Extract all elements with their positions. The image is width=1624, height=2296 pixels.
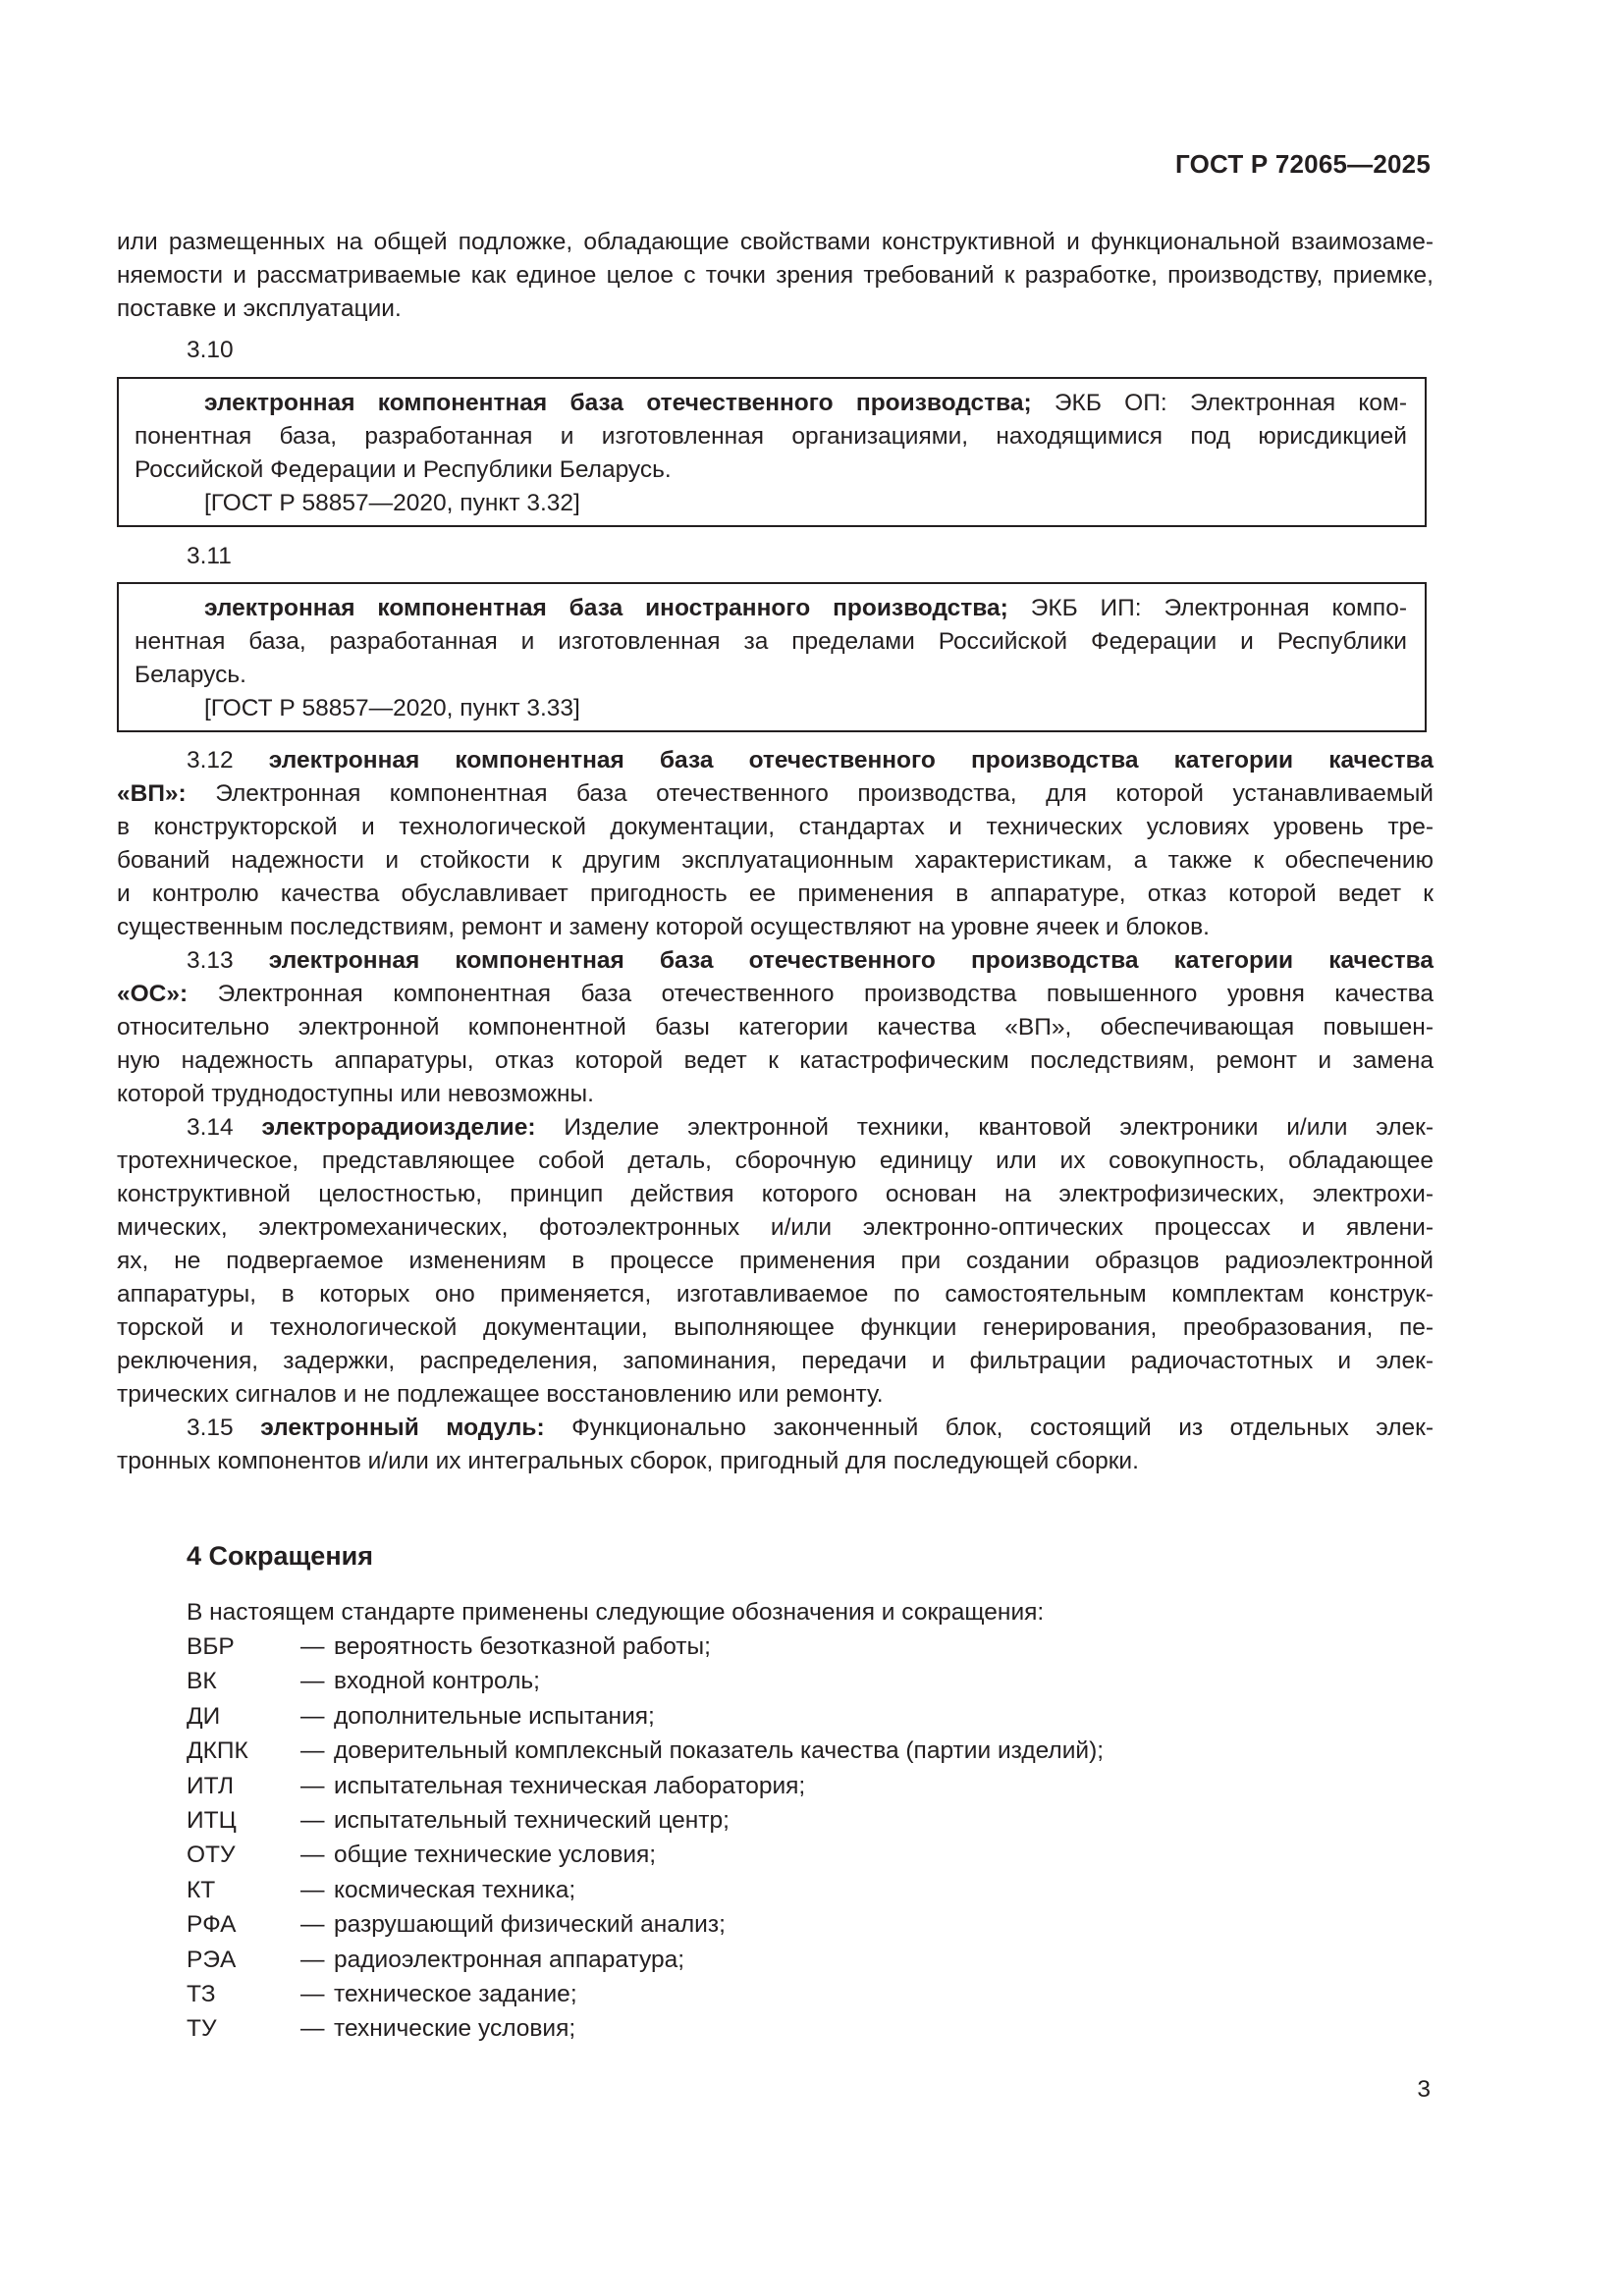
- abbreviation-row: [187, 1873, 1104, 1907]
- text-line: Российской Федерации и Республики Беларусь.: [135, 456, 672, 483]
- terms-definitions: [117, 744, 1434, 1478]
- term-number: 3.12: [187, 747, 234, 774]
- term-abbrev-definition: ЭКБ ИП: Электронная компо-: [1007, 595, 1407, 621]
- continuation-paragraph: [117, 226, 1434, 326]
- abbreviations-intro: В настоящем стандарте применены следующие обозначения и сокращения:: [187, 1599, 1045, 1626]
- abbreviation-row: [187, 1699, 1104, 1734]
- dash: —: [300, 1946, 325, 1973]
- dash: —: [300, 1633, 325, 1660]
- term-line: [117, 777, 1434, 811]
- text-line: аппаратуры, в которых оно применяется, изготавливаемое по самостоятельным комплектам конструк-: [117, 1281, 1434, 1308]
- text-line: реключения, задержки, распределения, запоминания, передачи и фильтрации радиочастотных и элек-: [117, 1348, 1434, 1374]
- dash: —: [300, 1911, 325, 1939]
- text-line: относительно электронной компонентной базы категории качества «ВП», обеспечивающая повышен-: [117, 1014, 1434, 1041]
- abbreviation-row: [187, 1838, 1104, 1872]
- abbreviation-meaning: испытательная техническая лаборатория;: [334, 1772, 806, 1799]
- term-number: 3.15: [187, 1415, 234, 1441]
- text-line: которой труднодоступны или невозможны.: [117, 1081, 594, 1107]
- text-line: существенным последствиям, ремонт и замену которой осуществляют на уровне ячеек и блоков.: [117, 914, 1210, 940]
- term-line: [117, 1412, 1434, 1445]
- text-line: няемости и рассматриваемые как единое целое с точки зрения требований к разработке, производству, приемке,: [117, 262, 1434, 289]
- definition-text: Электронная компонентная база отечественного производства повышенного уровня качества: [188, 981, 1434, 1007]
- text-line: тротехническое, представляющее собой деталь, сборочную единицу или их совокупность, обладающее: [117, 1148, 1434, 1174]
- document-designation: ГОСТ Р 72065—2025: [1175, 149, 1431, 179]
- term-name-cont: «ОС»:: [117, 981, 189, 1007]
- term-name-cont: «ВП»:: [117, 780, 187, 807]
- term-line: [117, 978, 1434, 1011]
- abbreviation-code: РЭА: [187, 1946, 237, 1973]
- abbreviation-row: [187, 1664, 1104, 1698]
- term-box-3-11: [117, 582, 1427, 732]
- term-line: [117, 1111, 1434, 1145]
- definition-text: Электронная компонентная база отечественного производства, для которой устанавливаемый: [186, 780, 1434, 807]
- term-name: электрорадиоизделие:: [261, 1114, 536, 1141]
- term-number: 3.13: [187, 947, 234, 974]
- term-abbrev-definition: ЭКБ ОП: Электронная ком-: [1031, 390, 1407, 416]
- abbreviation-code: ДИ: [187, 1702, 221, 1730]
- abbreviation-code: РФА: [187, 1911, 237, 1939]
- term-number-3-10: 3.10: [187, 337, 234, 363]
- dash: —: [300, 1702, 325, 1730]
- term-name: электронная компонентная база иностранного производства;: [204, 595, 1008, 621]
- term-number: 3.14: [187, 1114, 234, 1141]
- text-line: в конструкторской и технологической документации, стандартах и технических условиях уровень тре-: [117, 814, 1434, 840]
- text-line: мических, электромеханических, фотоэлектронных и/или электронно-оптических процессах и явлени-: [117, 1214, 1434, 1241]
- abbreviation-meaning: дополнительные испытания;: [334, 1702, 655, 1730]
- abbreviation-code: КТ: [187, 1876, 216, 1903]
- dash: —: [300, 1980, 325, 2007]
- term-3-15: [117, 1412, 1434, 1478]
- text-line: ях, не подвергаемое изменениям в процессе применения при создании образцов радиоэлектронной: [117, 1248, 1434, 1274]
- term-line: [135, 387, 1407, 420]
- section-heading: 4 Сокращения: [187, 1541, 373, 1571]
- text-line: понентная база, разработанная и изготовленная организациями, находящимися под юрисдикцией: [135, 423, 1407, 450]
- term-3-14: [117, 1111, 1434, 1412]
- abbreviation-code: ИТЦ: [187, 1806, 237, 1834]
- abbreviation-meaning: космическая техника;: [334, 1876, 576, 1903]
- abbreviation-row: [187, 1629, 1104, 1664]
- abbreviation-code: ВБР: [187, 1633, 235, 1660]
- text-line: и контролю качества обуславливает пригодность ее применения в аппаратуре, отказ которой ведет к: [117, 881, 1434, 907]
- term-name: электронная компонентная база отечественного производства категории качества: [268, 747, 1434, 774]
- abbreviation-code: ТУ: [187, 2015, 217, 2043]
- abbreviation-meaning: общие технические условия;: [334, 1842, 657, 1869]
- abbreviation-meaning: технические условия;: [334, 2015, 576, 2043]
- dash: —: [300, 2015, 325, 2043]
- abbreviation-row: [187, 1977, 1104, 2011]
- abbreviation-meaning: разрушающий физический анализ;: [334, 1911, 726, 1939]
- term-line: [117, 744, 1434, 777]
- term-name: электронная компонентная база отечественного производства категории качества: [268, 947, 1434, 974]
- abbreviation-row: [187, 2011, 1104, 2046]
- abbreviation-row: [187, 1734, 1104, 1768]
- abbreviation-code: ТЗ: [187, 1980, 216, 2007]
- term-line: [117, 944, 1434, 978]
- abbreviation-meaning: радиоэлектронная аппаратура;: [334, 1946, 684, 1973]
- abbreviations-list: [187, 1629, 1104, 2047]
- abbreviation-meaning: вероятность безотказной работы;: [334, 1633, 711, 1660]
- abbreviation-meaning: испытательный технический центр;: [334, 1806, 730, 1834]
- abbreviation-code: ДКПК: [187, 1737, 248, 1765]
- dash: —: [300, 1737, 325, 1765]
- definition-text: Изделие электронной техники, квантовой электроники и/или элек-: [535, 1114, 1434, 1141]
- term-3-13: [117, 944, 1434, 1111]
- abbreviation-meaning: входной контроль;: [334, 1668, 540, 1695]
- dash: —: [300, 1772, 325, 1799]
- abbreviation-code: ОТУ: [187, 1842, 236, 1869]
- definition-text: Функционально законченный блок, состоящий из отдельных элек-: [544, 1415, 1434, 1441]
- abbreviation-row: [187, 1943, 1104, 1977]
- term-number-3-11: 3.11: [187, 543, 232, 569]
- term-name: электронная компонентная база отечественного производства;: [204, 390, 1032, 416]
- term-box-3-10: [117, 377, 1427, 527]
- dash: —: [300, 1876, 325, 1903]
- abbreviation-row: [187, 1769, 1104, 1803]
- abbreviation-code: ИТЛ: [187, 1772, 235, 1799]
- page-number: 3: [1417, 2076, 1431, 2103]
- text-line: тронных компонентов и/или их интегральных сборок, пригодный для последующей сборки.: [117, 1448, 1139, 1474]
- abbreviation-meaning: доверительный комплексный показатель качества (партии изделий);: [334, 1737, 1105, 1765]
- text-line: торской и технологической документации, выполняющее функции генерирования, преобразования, пе-: [117, 1314, 1434, 1341]
- term-source-reference: [ГОСТ Р 58857—2020, пункт 3.33]: [204, 695, 580, 721]
- text-line: или размещенных на общей подложке, обладающие свойствами конструктивной и функциональной взаимозаме-: [117, 229, 1434, 255]
- dash: —: [300, 1806, 325, 1834]
- abbreviation-row: [187, 1907, 1104, 1942]
- abbreviation-meaning: техническое задание;: [334, 1980, 577, 2007]
- text-line: Беларусь.: [135, 662, 246, 688]
- text-line: трических сигналов и не подлежащее восстановлению или ремонту.: [117, 1381, 884, 1408]
- text-line: ную надежность аппаратуры, отказ которой ведет к катастрофическим последствиям, ремонт и замена: [117, 1047, 1434, 1074]
- text-line: нентная база, разработанная и изготовленная за пределами Российской Федерации и Республики: [135, 628, 1407, 655]
- abbreviation-row: [187, 1803, 1104, 1838]
- term-line: [135, 592, 1407, 625]
- term-source-reference: [ГОСТ Р 58857—2020, пункт 3.32]: [204, 490, 580, 516]
- text-line: конструктивной целостностью, принцип действия которого основан на электрофизических, электрохи-: [117, 1181, 1434, 1207]
- text-line: поставке и эксплуатации.: [117, 295, 402, 322]
- dash: —: [300, 1668, 325, 1695]
- abbreviation-code: ВК: [187, 1668, 217, 1695]
- term-name: электронный модуль:: [260, 1415, 545, 1441]
- dash: —: [300, 1842, 325, 1869]
- text-line: бований надежности и стойкости к другим эксплуатационным характеристикам, а также к обеспечению: [117, 847, 1434, 874]
- term-3-12: [117, 744, 1434, 944]
